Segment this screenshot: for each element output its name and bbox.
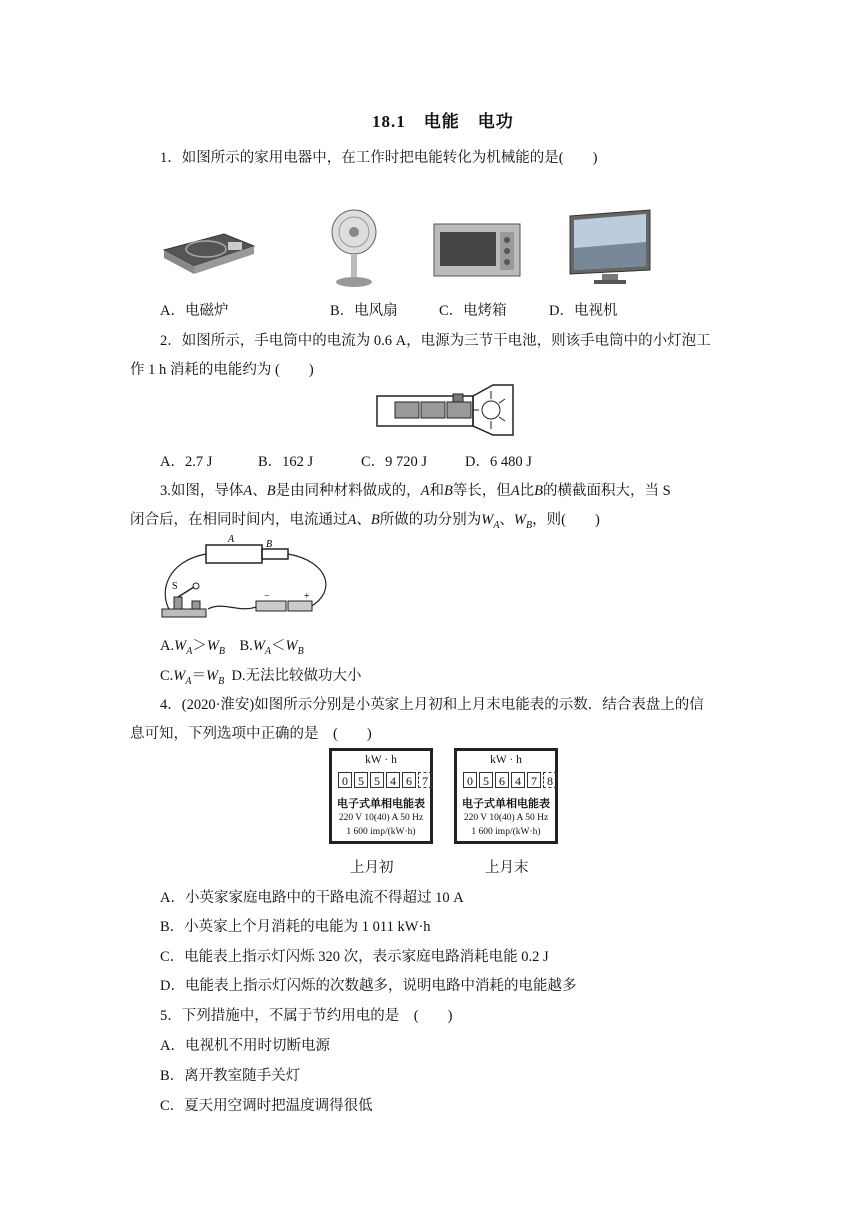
label-a: A (228, 534, 235, 545)
meter-unit: kW · h (365, 754, 397, 766)
question-4-stem-line1: 4．(2020·淮安)如图所示分别是小英家上月初和上月末电能表的示数．结合表盘上的信 (160, 697, 704, 713)
question-1-stem: 1．如图所示的家用电器中，在工作时把电能转化为机械能的是( ) (160, 150, 598, 166)
label-plus: + (304, 591, 310, 602)
meter-digit: 7 (527, 772, 541, 788)
meter-spec-voltage: 220 V 10(40) A 50 Hz (338, 813, 424, 823)
question-2-option-a: A．2.7 J (160, 454, 213, 470)
question-3-stem-line1: 3.如图，导体A、B是由同种材料做成的，A和B等长，但A比B的横截面积大，当 S (160, 483, 671, 499)
meter-digits (463, 772, 559, 788)
meter-spec-voltage: 220 V 10(40) A 50 Hz (463, 813, 549, 823)
question-4-option-c: C．电能表上指示灯闪烁 320 次，表示家庭电路消耗电能 0.2 J (160, 949, 549, 965)
question-1-option-d: D．电视机 (549, 303, 618, 319)
electric-oven-image (432, 220, 524, 280)
question-1-option-c: C．电烤箱 (439, 303, 507, 319)
meter-digit-decimal: 8 (543, 772, 557, 788)
page-title: 18.1 电能 电功 (372, 112, 514, 131)
label-minus: − (264, 591, 270, 602)
meter-caption-end: 上月末 (485, 860, 529, 876)
question-3-options-cd: $C.W_A=W_B$ D.无法比较做功大小 (160, 668, 362, 687)
question-2-option-c: C．9 720 J (361, 454, 428, 470)
question-2-stem-line2: 作 1 h 消耗的电能约为 ( ) (130, 362, 314, 378)
question-2-stem-line1: 2．如图所示，手电筒中的电流为 0.6 A，电源为三节干电池，则该手电筒中的小灯泡工 (160, 333, 711, 349)
meter-unit: kW · h (490, 754, 522, 766)
meter-digit: 6 (495, 772, 509, 788)
question-3-stem-line2: 闭合后，在相同时间内，电流通过A、B所做的功分别为$W_A$、$W_B$，则( ) (130, 512, 600, 531)
question-4-stem-line2: 息可知，下列选项中正确的是 ( ) (130, 726, 372, 742)
meter-digit: 5 (479, 772, 493, 788)
meter-digit: 4 (511, 772, 525, 788)
meter-digit: 4 (386, 772, 400, 788)
question-1-option-b: B．电风扇 (330, 303, 398, 319)
meter-start-of-month (329, 748, 433, 844)
question-4-option-a: A．小英家家庭电路中的干路电流不得超过 10 A (160, 890, 464, 906)
label-s: S (172, 581, 178, 592)
question-5-option-b: B．离开教室随手关灯 (160, 1068, 301, 1084)
meter-digit: 0 (338, 772, 352, 788)
meter-digit: 0 (463, 772, 477, 788)
question-5-option-a: A．电视机不用时切断电源 (160, 1038, 330, 1054)
question-3-options-ab: $A.W_A>W_B$ $B.W_A<W_B$ (160, 638, 304, 657)
meter-spec-imp: 1 600 imp/(kW·h) (471, 827, 541, 837)
label-b: B (266, 539, 273, 550)
meter-digit: 5 (370, 772, 384, 788)
question-4-option-d: D．电能表上指示灯闪烁的次数越多，说明电路中消耗的电能越多 (160, 978, 577, 994)
meter-digits (338, 772, 434, 788)
flashlight-diagram (375, 381, 517, 439)
question-5-option-c: C．夏天用空调时把温度调得很低 (160, 1098, 373, 1114)
induction-cooker-image (158, 220, 258, 280)
meter-name: 电子式单相电能表 (337, 798, 425, 810)
question-2-option-b: B．162 J (258, 454, 314, 470)
electric-fan-image (326, 208, 382, 290)
meter-name: 电子式单相电能表 (462, 798, 550, 810)
meter-end-of-month (454, 748, 558, 844)
question-5-stem: 5．下列措施中，不属于节约用电的是 ( ) (160, 1008, 453, 1024)
meter-digit: 5 (354, 772, 368, 788)
meter-caption-start: 上月初 (350, 860, 394, 876)
meter-digit-decimal: 7 (418, 772, 432, 788)
circuit-diagram (158, 531, 338, 621)
question-1-option-a: A．电磁炉 (160, 303, 229, 319)
question-4-option-b: B．小英家上个月消耗的电能为 1 011 kW·h (160, 919, 431, 935)
meter-spec-imp: 1 600 imp/(kW·h) (346, 827, 416, 837)
meter-digit: 6 (402, 772, 416, 788)
question-2-option-d: D．6 480 J (465, 454, 532, 470)
television-image (568, 208, 652, 288)
